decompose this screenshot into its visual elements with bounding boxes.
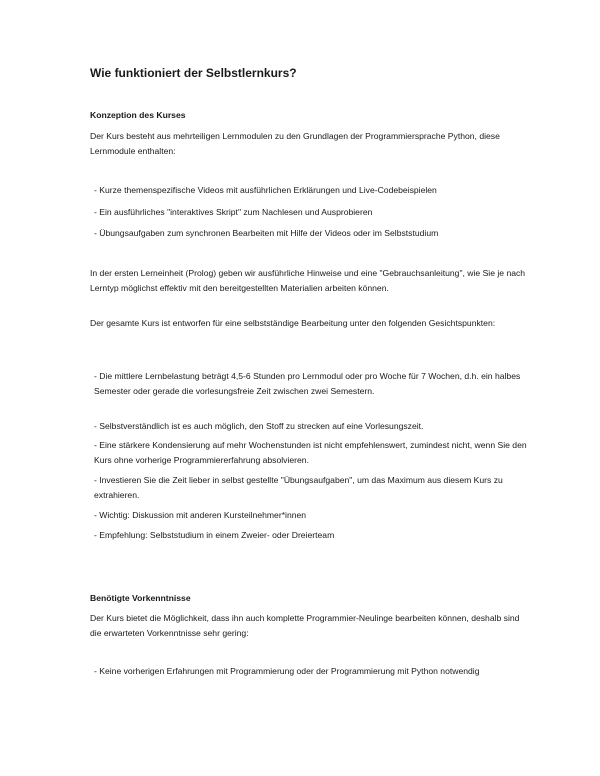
list-item: - Keine vorherigen Erfahrungen mit Programmierung oder der Programmierung mit Python notwendig xyxy=(94,666,480,676)
list-item: - Übungsaufgaben zum synchronen Bearbeiten mit Hilfe der Videos oder im Selbststudium xyxy=(94,228,439,238)
page-title: Wie funktioniert der Selbstlernkurs? xyxy=(90,66,297,80)
list-item: - Investieren Sie die Zeit lieber in selbst gestellte "Übungsaufgaben", um das Maximum aus diesem Kurs zu extrahieren. xyxy=(94,475,503,500)
list-item: - Kurze themenspezifische Videos mit ausführlichen Erklärungen und Live-Codebeispielen xyxy=(94,185,437,195)
paragraph-vorkenntnisse: Der Kurs bietet die Möglichkeit, dass ihn auch komplette Programmier-Neulinge bearbeiten können, deshalb sind die erwarteten Vorkenntnisse sehr gering: xyxy=(90,613,520,638)
list-item: - Wichtig: Diskussion mit anderen Kursteilnehmer*innen xyxy=(94,510,307,520)
paragraph-intro: Der Kurs besteht aus mehrteiligen Lernmodulen zu den Grundlagen der Programmiersprache Python, diese Lernmodule enthalten: xyxy=(90,131,500,156)
list-item: - Ein ausführliches "interaktives Skript" zum Nachlesen und Ausprobieren xyxy=(94,207,373,217)
list-item: - Eine stärkere Kondensierung auf mehr Wochenstunden ist nicht empfehlenswert, zumindest nicht, wenn Sie den Kurs ohne vorherige Programmiererfahrung absolvieren. xyxy=(94,440,527,465)
paragraph-gesichtspunkte: Der gesamte Kurs ist entworfen für eine selbstständige Bearbeitung unter den folgenden Gesichtspunkten: xyxy=(90,318,496,328)
paragraph-prolog: In der ersten Lerneinheit (Prolog) geben wir ausführliche Hinweise und eine "Gebrauchsanleitung", wie Sie je nach Lerntyp möglichst effektiv mit den bereitgestellten Materialien arbeiten können. xyxy=(90,268,526,293)
list-item: - Empfehlung: Selbststudium in einem Zweier- oder Dreierteam xyxy=(94,530,335,540)
list-item: - Selbstverständlich ist es auch möglich, den Stoff zu strecken auf eine Vorlesungszeit. xyxy=(94,421,424,431)
section-heading-konzeption: Konzeption des Kurses xyxy=(90,110,186,120)
section-heading-vorkenntnisse: Benötigte Vorkenntnisse xyxy=(90,593,191,603)
list-item: - Die mittlere Lernbelastung beträgt 4,5-6 Stunden pro Lernmodul oder pro Woche für 7 Wochen, d.h. ein halbes Semester oder gerade die vorlesungsfreie Zeit zwischen zwei Semestern. xyxy=(94,371,521,396)
